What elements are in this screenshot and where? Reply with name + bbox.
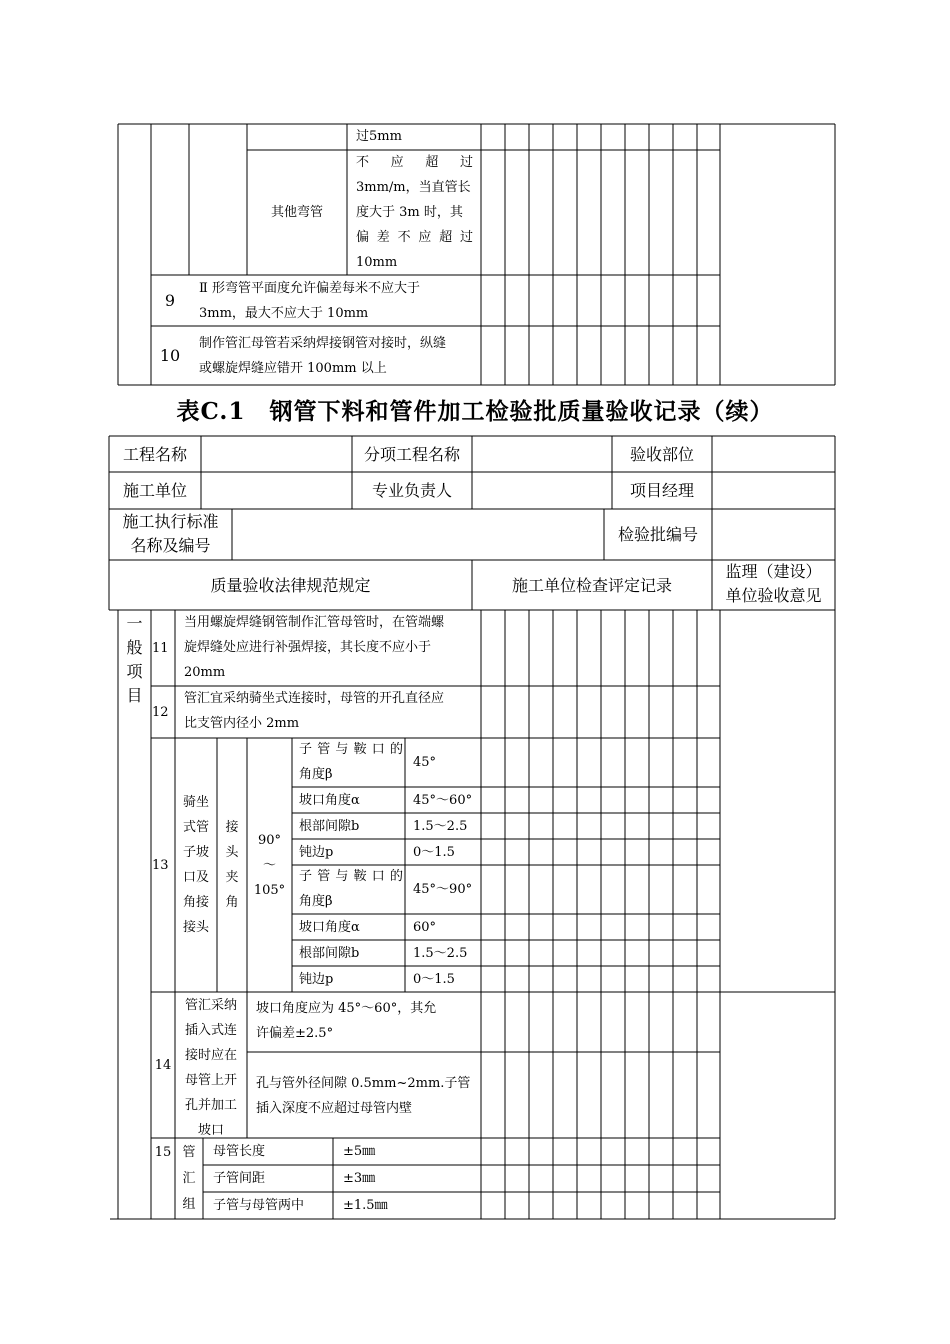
row11-requirement: 当用螺旋焊缝钢管制作汇管母管时，在管端螺 旋焊缝处应进行补强焊接，其长度不应小于 20mm: [184, 615, 445, 680]
row15-item-name: 子管间距: [213, 1171, 266, 1186]
row13-item-name: 子管与鞍口的 角度β: [299, 869, 403, 909]
standard-label: 施工执行标准 名称及编号: [122, 512, 219, 555]
row13-item-name: 坡口角度α: [299, 919, 360, 935]
row13-angle-range: 90° ～ 105°: [253, 832, 286, 898]
acceptance-part-label: 验收部位: [629, 444, 694, 464]
row13-item-name: 根部间隙b: [299, 818, 360, 834]
row15-item-value: ±3㎜: [343, 1171, 376, 1186]
row11-number: 11: [152, 640, 169, 656]
batch-number-label: 检验批编号: [617, 525, 698, 544]
row13-item-value: 45°～90°: [413, 882, 473, 897]
row15-item-value: ±1.5㎜: [343, 1198, 388, 1213]
row15-item-name: 子管与母管两中: [213, 1198, 305, 1213]
row13-item-name: 子管与鞍口的 角度β: [299, 742, 403, 782]
page-title: 表C.1 钢管下料和管件加工检验批质量验收记录（续）: [176, 398, 774, 425]
supervision-header: 监理（建设） 单位验收意见: [725, 562, 822, 605]
row8-tail-text: 过5mm: [356, 129, 402, 144]
row13-item-value: 45°～60°: [413, 792, 473, 808]
row13-item-name: 钝边p: [299, 971, 334, 987]
row15-number: 15: [154, 1145, 172, 1160]
other-bend-requirement: 不 应 超 过 3mm/m，当直管长 度大于 3m 时，其 偏 差 不 应 超 过 10mm: [356, 155, 473, 270]
row13-item-value: 0～1.5: [413, 971, 455, 987]
row13-label: 骑坐 式管 子坡 口及 角接 接头: [182, 795, 209, 935]
row14-requirement-2: 孔与管外径间隙 0.5mm~2mm.子管 插入深度不应超过母管内壁: [256, 1076, 471, 1116]
row15-item-value: ±5㎜: [343, 1144, 376, 1159]
row13-item-name: 坡口角度α: [299, 792, 360, 808]
row13-item-name: 根部间隙b: [299, 945, 360, 961]
other-bend-label: 其他弯管: [270, 205, 323, 220]
row12-number: 12: [152, 704, 169, 720]
row15-item-name: 母管长度: [213, 1144, 266, 1159]
row14-label: 管汇采纳 插入式连 接时应在 母管上开 孔并加工 坡口: [184, 998, 237, 1138]
row10-number: 10: [159, 346, 181, 365]
row13-item-value: 60°: [413, 919, 437, 935]
row13-joint-label: 接 头 夹 角: [225, 820, 239, 910]
professional-lead-label: 专业负责人: [371, 481, 452, 500]
construction-unit-label: 施工单位: [122, 481, 187, 500]
project-manager-label: 项目经理: [629, 481, 694, 500]
sub-project-name-label: 分项工程名称: [363, 444, 460, 464]
row13-item-value: 1.5～2.5: [413, 818, 468, 834]
row13-number: 13: [152, 857, 169, 873]
general-items-label: 一 般 项 目: [126, 614, 143, 705]
row15-label: 管 汇 组: [182, 1145, 196, 1212]
row9-number: 9: [164, 291, 176, 310]
row12-requirement: 管汇宜采纳骑坐式连接时，母管的开孔直径应 比支管内径小 2mm: [184, 691, 445, 731]
row10-requirement: 制作管汇母管若采纳焊接钢管对接时，纵缝 或螺旋焊缝应错开 100mm 以上: [199, 336, 447, 376]
row14-requirement-1: 坡口角度应为 45°～60°，其允 许偏差±2.5°: [256, 1001, 437, 1041]
row13-item-value: 45°: [413, 755, 437, 770]
row13-item-value: 0～1.5: [413, 844, 455, 860]
construction-check-header: 施工单位检查评定记录: [511, 575, 672, 595]
row13-item-name: 钝边p: [299, 844, 334, 860]
project-name-label: 工程名称: [122, 444, 187, 464]
row14-number: 14: [154, 1057, 172, 1073]
row13-item-value: 1.5～2.5: [413, 945, 468, 961]
regulation-header: 质量验收法律规范规定: [210, 575, 371, 595]
row9-requirement: Ⅱ 形弯管平面度允许偏差每米不应大于 3mm，最大不应大于 10mm: [199, 281, 420, 321]
